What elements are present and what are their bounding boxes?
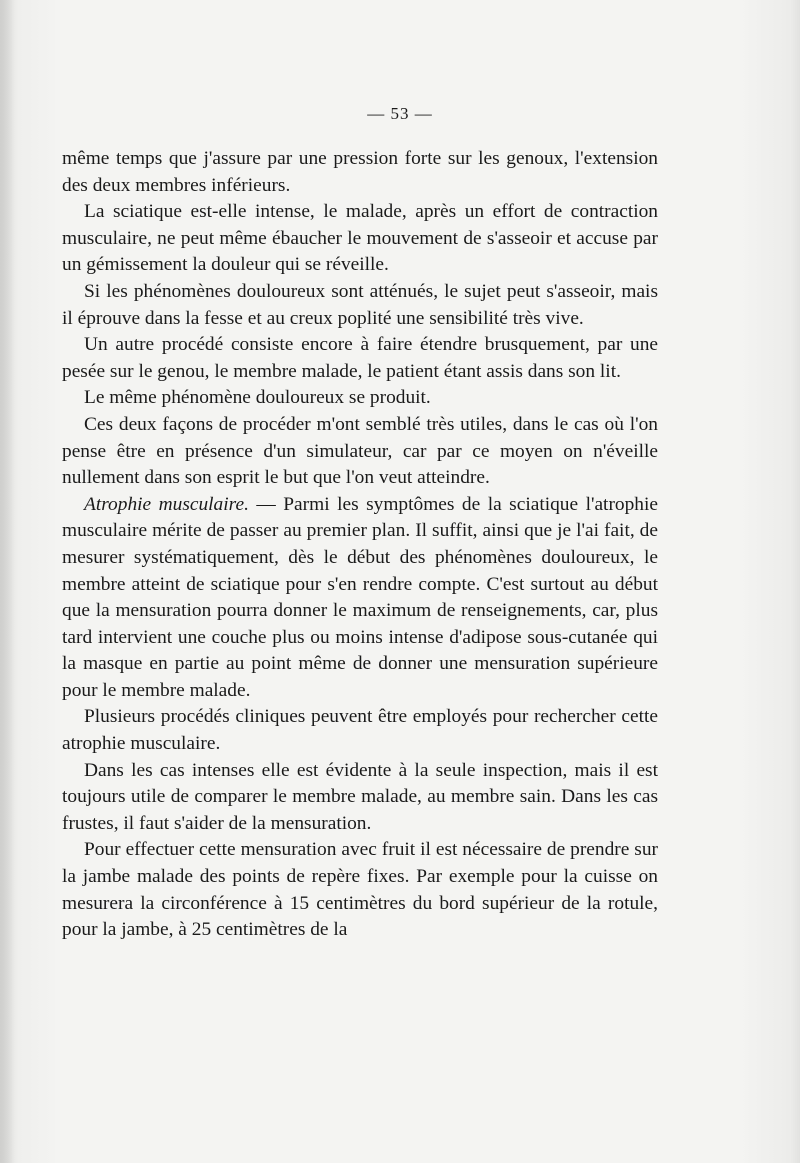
paragraph: Un autre procédé consiste encore à faire étendre brusquement, par une pesée sur le genou, le membre malade, le patient étant assis dans son lit. [62,334,658,382]
paragraph: Si les phénomènes douloureux sont atténués, le sujet peut s'asseoir, mais il éprouve dans la fesse et au creux poplité une sensibilité très vive. [62,280,658,329]
paragraph-atrophie [62,492,658,705]
paragraph: Pour effectuer cette mensuration avec fruit il est nécessaire de prendre sur la jambe malade des points de repère fixes. Par exemple pour la cuisse on mesurera la circonférence à 15 centimètres du bord supérieur de la rotule, pour la jambe, à 25 centimètres de la [62,839,658,941]
paragraph-continuation: même temps que j'assure par une pression forte sur les genoux, l'extension des deux membres inférieurs. [62,148,658,196]
paragraph: Le même phénomène douloureux se produit. [84,387,431,409]
paragraph: Plusieurs procédés cliniques peuvent être employés pour rechercher cette atrophie musculaire. [62,706,658,755]
body-text [62,146,658,944]
paragraph: La sciatique est-elle intense, le malade, après un effort de contraction musculaire, ne peut même ébaucher le mouvement de s'asseoir et accuse par un gémissement la douleur qui se réveille. [62,201,658,276]
paragraph-body: — Parmi les symptômes de la sciatique l'atrophie musculaire mérite de passer au premier plan. Il suffit, ainsi que je l'ai fait, de mesurer systématiquement, dès le début des phénomènes douloureux, le membre atteint de sciatique pour s'en rendre compte. C'est surtout au début que la mensuration pourra donner le maximum de renseignements, car, plus tard intervient une couche plus ou moins intense d'adipose sous-cutanée qui la masque en partie au point même de donner une mensuration supérieure pour le membre malade. [62,493,658,701]
page-number: — 53 — [367,104,433,123]
section-heading-inline: Atrophie musculaire. [84,493,249,515]
paragraph: Ces deux façons de procéder m'ont semblé très utiles, dans le cas où l'on pense être en présence d'un simulateur, car par ce moyen on n'éveille nullement dans son esprit le but que l'on veut atteindre. [62,413,658,489]
page-edge-shadow [0,0,14,1163]
paragraph: Dans les cas intenses elle est évidente à la seule inspection, mais il est toujours utile de comparer le membre malade, au membre sain. Dans les cas frustes, il faut s'aider de la mensuration. [62,759,658,834]
